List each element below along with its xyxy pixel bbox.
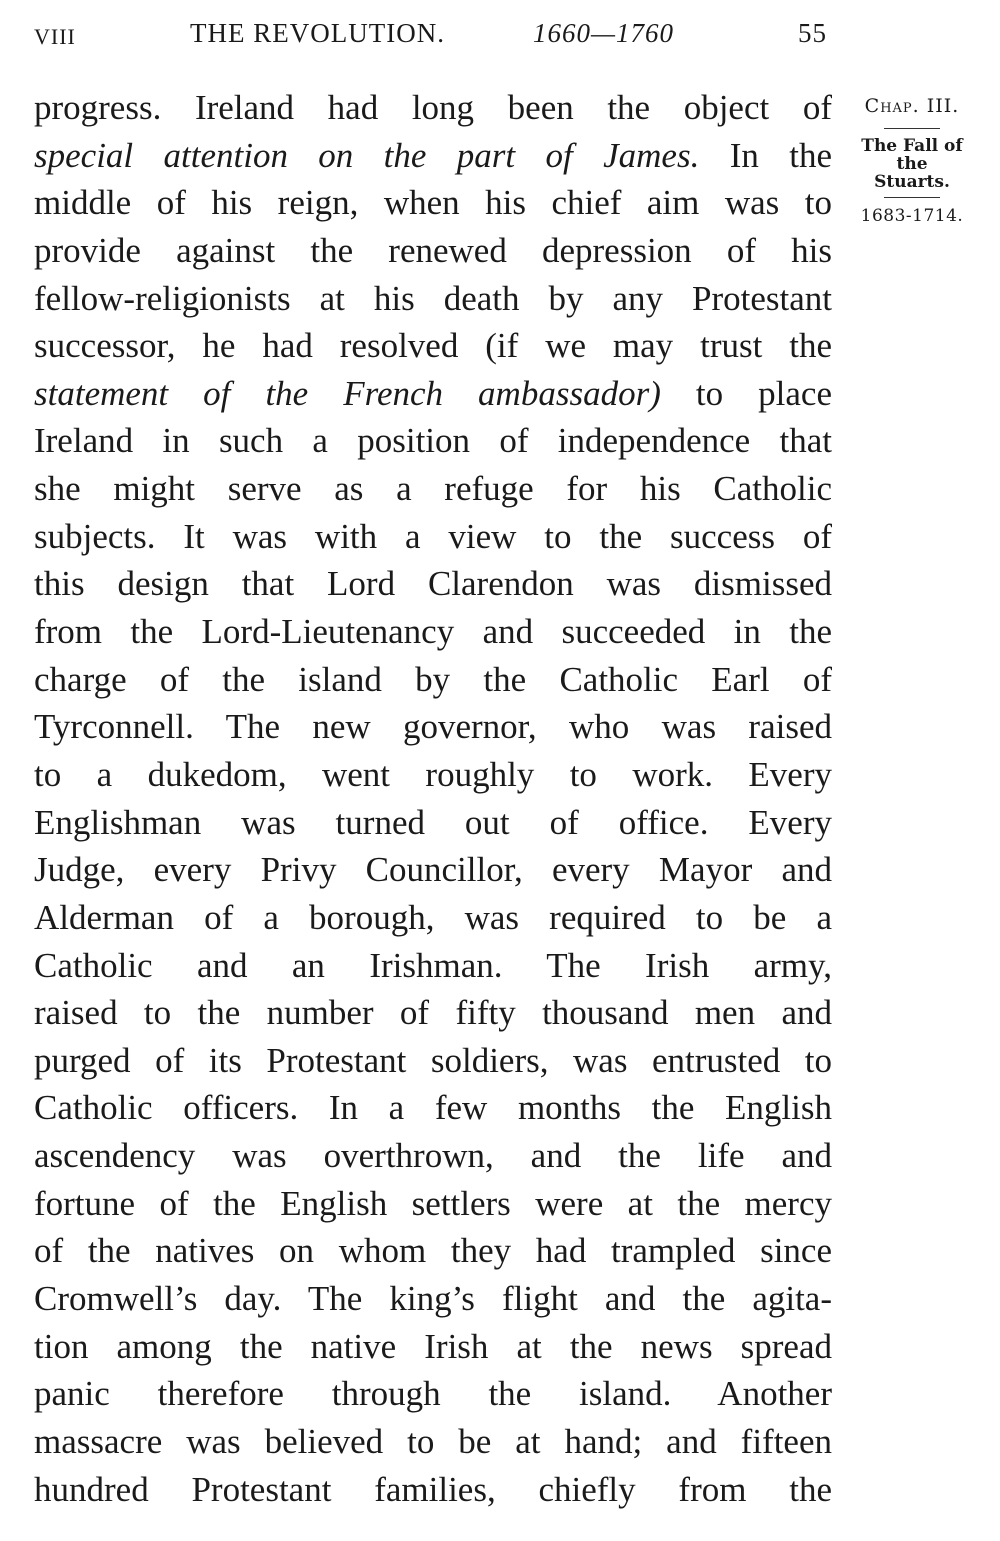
text-line: she might serve as a refuge for his Catholic <box>34 469 832 509</box>
text-line: Cromwell’s day. The king’s flight and the agita- <box>34 1279 832 1319</box>
divider <box>884 128 940 129</box>
text-line: panic therefore through the island. Another <box>34 1374 832 1414</box>
text-line: statement of the French ambassador) to place <box>34 373 832 413</box>
text-line: of the natives on whom they had trampled since <box>34 1231 832 1271</box>
text-line: successor, he had resolved (if we may trust the <box>34 326 832 366</box>
text-line: tion among the native Irish at the news spread <box>34 1326 832 1366</box>
italic-phrase: statement of the French ambassador) <box>34 373 661 413</box>
italic-phrase: special attention on the part of James. <box>34 135 700 175</box>
text-line: to a dukedom, went roughly to work. Every <box>34 754 832 794</box>
text-line: Tyrconnell. The new governor, who was raised <box>34 707 832 747</box>
divider <box>884 197 940 198</box>
chapter-subject: The Fall of the Stuarts. <box>861 136 963 192</box>
text-line: progress. Ireland had long been the object of <box>34 88 832 127</box>
page-number: 55 <box>798 18 827 48</box>
text-line: special attention on the part of James. In the <box>34 135 832 175</box>
text-line: purged of its Protestant soldiers, was entrusted to <box>34 1040 832 1080</box>
text-line: hundred Protestant families, chiefly from the <box>34 1469 832 1509</box>
text-line: subjects. It was with a view to the success of <box>34 516 832 556</box>
text-line: this design that Lord Clarendon was dismissed <box>34 564 832 604</box>
text-line: massacre was believed to be at hand; and fifteen <box>34 1421 832 1461</box>
text-line: raised to the number of fifty thousand men and <box>34 993 832 1033</box>
section-number: VIII <box>34 24 76 49</box>
text-line: fortune of the English settlers were at the mercy <box>34 1183 832 1223</box>
text-line: Alderman of a borough, was required to be a <box>34 897 832 937</box>
margin-note <box>852 92 972 228</box>
text-line: Catholic officers. In a few months the English <box>34 1088 832 1128</box>
chapter-label: Chap. III. <box>864 95 960 117</box>
chapter-dates: 1683-1714. <box>860 206 964 226</box>
text-line: middle of his reign, when his chief aim was to <box>34 183 832 223</box>
text-line: ascendency was overthrown, and the life and <box>34 1136 832 1176</box>
text-line: provide against the renewed depression of his <box>34 230 832 270</box>
running-header <box>0 18 1000 58</box>
body-text <box>34 84 832 1513</box>
text-line: Englishman was turned out of office. Every <box>34 802 832 842</box>
text-line: charge of the island by the Catholic Earl of <box>34 659 832 699</box>
text-line: Catholic and an Irishman. The Irish army, <box>34 945 832 985</box>
text-line: fellow-religionists at his death by any Protestant <box>34 278 832 318</box>
text-line: Ireland in such a position of independence that <box>34 421 832 461</box>
text-line: Judge, every Privy Councillor, every Mayor and <box>34 850 832 890</box>
text-line: from the Lord-Lieutenancy and succeeded in the <box>34 612 832 652</box>
running-years: 1660—1760 <box>533 18 675 48</box>
running-title: THE REVOLUTION. <box>190 18 445 48</box>
